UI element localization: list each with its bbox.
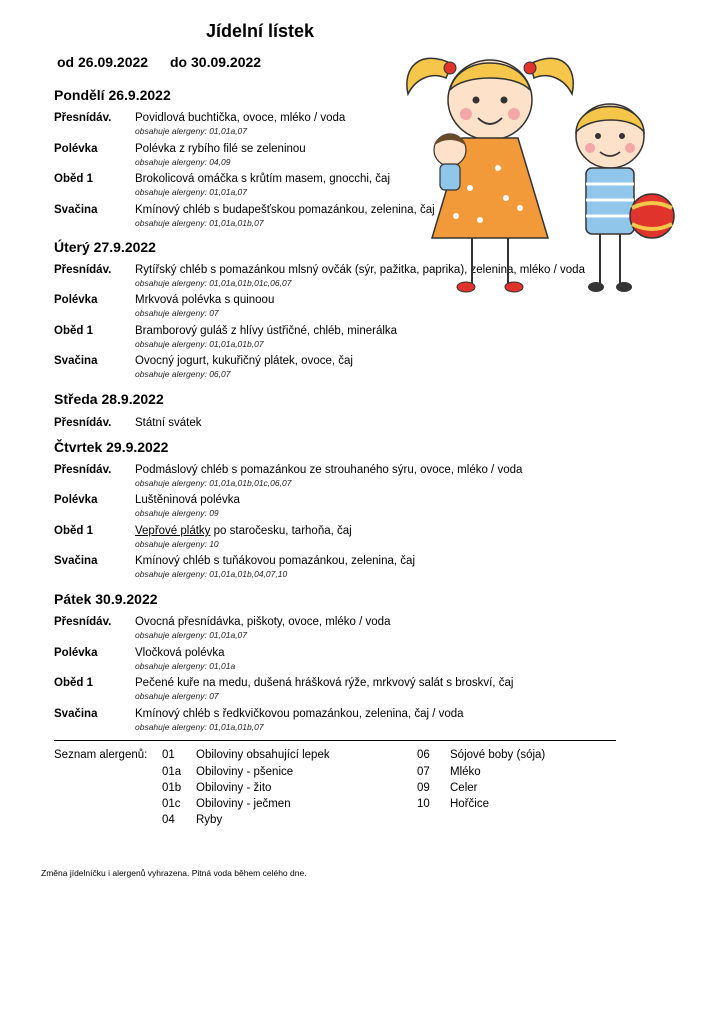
allergen-name: Obiloviny obsahující lepek [196, 749, 330, 761]
meal-dish: Kmínový chléb s ředkvičkovou pomazánkou, zelenina, čaj / voda [135, 708, 464, 720]
meal-allergens: obsahuje alergeny: 01,01a,01b,01c,06,07 [135, 278, 292, 288]
meal-label: Přesnídáv. [54, 616, 112, 628]
day-heading-monday: Pondělí 26.9.2022 [54, 87, 171, 103]
meal-allergens: obsahuje alergeny: 01,01a,01b,01c,06,07 [135, 478, 292, 488]
meal-label: Přesnídáv. [54, 264, 112, 276]
meal-label: Polévka [54, 143, 98, 155]
meal-dish: Státní svátek [135, 417, 202, 429]
allergen-code: 01c [162, 798, 181, 810]
meal-dish: Mrkvová polévka s quinoou [135, 294, 275, 306]
meal-dish: Kmínový chléb s budapešťskou pomazánkou, zelenina, čaj [135, 204, 435, 216]
allergen-list-heading: Seznam alergenů: [54, 749, 148, 761]
meal-dish [135, 525, 352, 537]
divider [54, 740, 616, 741]
allergen-code: 01a [162, 766, 182, 778]
meal-allergens: obsahuje alergeny: 01,01a [135, 661, 236, 671]
meal-allergens: obsahuje alergeny: 01,01a,01b,04,07,10 [135, 569, 288, 579]
allergen-name: Mléko [450, 766, 481, 778]
allergen-name: Celer [450, 782, 478, 794]
meal-label: Přesnídáv. [54, 417, 112, 429]
meal-label: Přesnídáv. [54, 464, 112, 476]
dish-rest: po staročesku, tarhoňa, čaj [210, 525, 352, 537]
meal-label: Přesnídáv. [54, 112, 112, 124]
allergen-code: 06 [417, 749, 430, 761]
allergen-code: 04 [162, 814, 175, 826]
dish-link-underlined[interactable]: Vepřové plátky [135, 525, 211, 537]
meal-label: Svačina [54, 708, 98, 720]
meal-dish: Kmínový chléb s tuňákovou pomazánkou, zelenina, čaj [135, 555, 415, 567]
day-heading-friday: Pátek 30.9.2022 [54, 591, 158, 607]
meal-label: Polévka [54, 494, 98, 506]
page-title: Jídelní lístek [206, 21, 315, 41]
girl-figure [407, 58, 573, 292]
allergen-code: 07 [417, 766, 430, 778]
meal-allergens: obsahuje alergeny: 01,01a,07 [135, 630, 248, 640]
meal-dish: Vločková polévka [135, 647, 225, 659]
allergen-name: Obiloviny - ječmen [196, 798, 291, 810]
meal-allergens: obsahuje alergeny: 01,01a,01b,07 [135, 218, 264, 228]
day-heading-wednesday: Středa 28.9.2022 [54, 391, 164, 407]
meal-dish: Ovocná přesnídávka, piškoty, ovoce, mléko / voda [135, 616, 391, 628]
allergen-code: 01 [162, 749, 175, 761]
allergen-code: 10 [417, 798, 430, 810]
day-heading-thursday: Čtvrtek 29.9.2022 [54, 439, 169, 455]
day-heading-tuesday: Úterý 27.9.2022 [54, 239, 156, 255]
footer-note: Změna jídelníčku i alergenů vyhrazena. Pitná voda během celého dne. [41, 868, 307, 878]
meal-dish: Pečené kuře na medu, dušená hrášková rýže, mrkvový salát s broskví, čaj [135, 677, 514, 689]
meal-dish: Brokolicová omáčka s krůtím masem, gnocchi, čaj [135, 173, 391, 185]
allergen-code: 01b [162, 782, 182, 794]
meal-label: Oběd 1 [54, 525, 93, 537]
allergen-name: Sójové boby (sója) [450, 749, 546, 761]
meal-label: Oběd 1 [54, 325, 93, 337]
meal-allergens: obsahuje alergeny: 07 [135, 691, 219, 701]
allergen-name: Ryby [196, 814, 223, 826]
meal-label: Oběd 1 [54, 173, 93, 185]
meal-dish: Povidlová buchtička, ovoce, mléko / voda [135, 112, 346, 124]
meal-dish: Bramborový guláš z hlívy ústřičné, chléb, minerálka [135, 325, 398, 337]
allergen-name: Obiloviny - žito [196, 782, 272, 794]
meal-allergens: obsahuje alergeny: 01,01a,01b,07 [135, 339, 264, 349]
allergen-name: Obiloviny - pšenice [196, 766, 294, 778]
meal-label: Polévka [54, 294, 98, 306]
meal-allergens: obsahuje alergeny: 01,01a,07 [135, 126, 248, 136]
meal-allergens: obsahuje alergeny: 07 [135, 308, 219, 318]
boy-figure [576, 104, 674, 292]
meal-allergens: obsahuje alergeny: 06,07 [135, 369, 231, 379]
meal-dish: Rytířský chléb s pomazánkou mlsný ovčák (sýr, pažitka, paprika), zelenina, mléko / voda [135, 264, 585, 276]
meal-allergens: obsahuje alergeny: 01,01a,01b,07 [135, 722, 264, 732]
meal-label: Svačina [54, 204, 98, 216]
meal-allergens: obsahuje alergeny: 09 [135, 508, 219, 518]
meal-allergens: obsahuje alergeny: 01,01a,07 [135, 187, 248, 197]
allergen-code: 09 [417, 782, 430, 794]
meal-dish: Podmáslový chléb s pomazánkou ze strouhaného sýru, ovoce, mléko / voda [135, 464, 523, 476]
meal-allergens: obsahuje alergeny: 10 [135, 539, 219, 549]
meal-dish: Polévka z rybího filé se zeleninou [135, 143, 306, 155]
date-to: do 30.09.2022 [170, 54, 262, 70]
meal-dish: Ovocný jogurt, kukuřičný plátek, ovoce, čaj [135, 355, 353, 367]
meal-label: Svačina [54, 355, 98, 367]
meal-label: Oběd 1 [54, 677, 93, 689]
meal-label: Svačina [54, 555, 98, 567]
meal-dish: Luštěninová polévka [135, 494, 240, 506]
children-illustration [380, 38, 676, 300]
meal-allergens: obsahuje alergeny: 04,09 [135, 157, 231, 167]
date-from: od 26.09.2022 [57, 54, 149, 70]
allergen-name: Hořčice [450, 798, 489, 810]
meal-label: Polévka [54, 647, 98, 659]
